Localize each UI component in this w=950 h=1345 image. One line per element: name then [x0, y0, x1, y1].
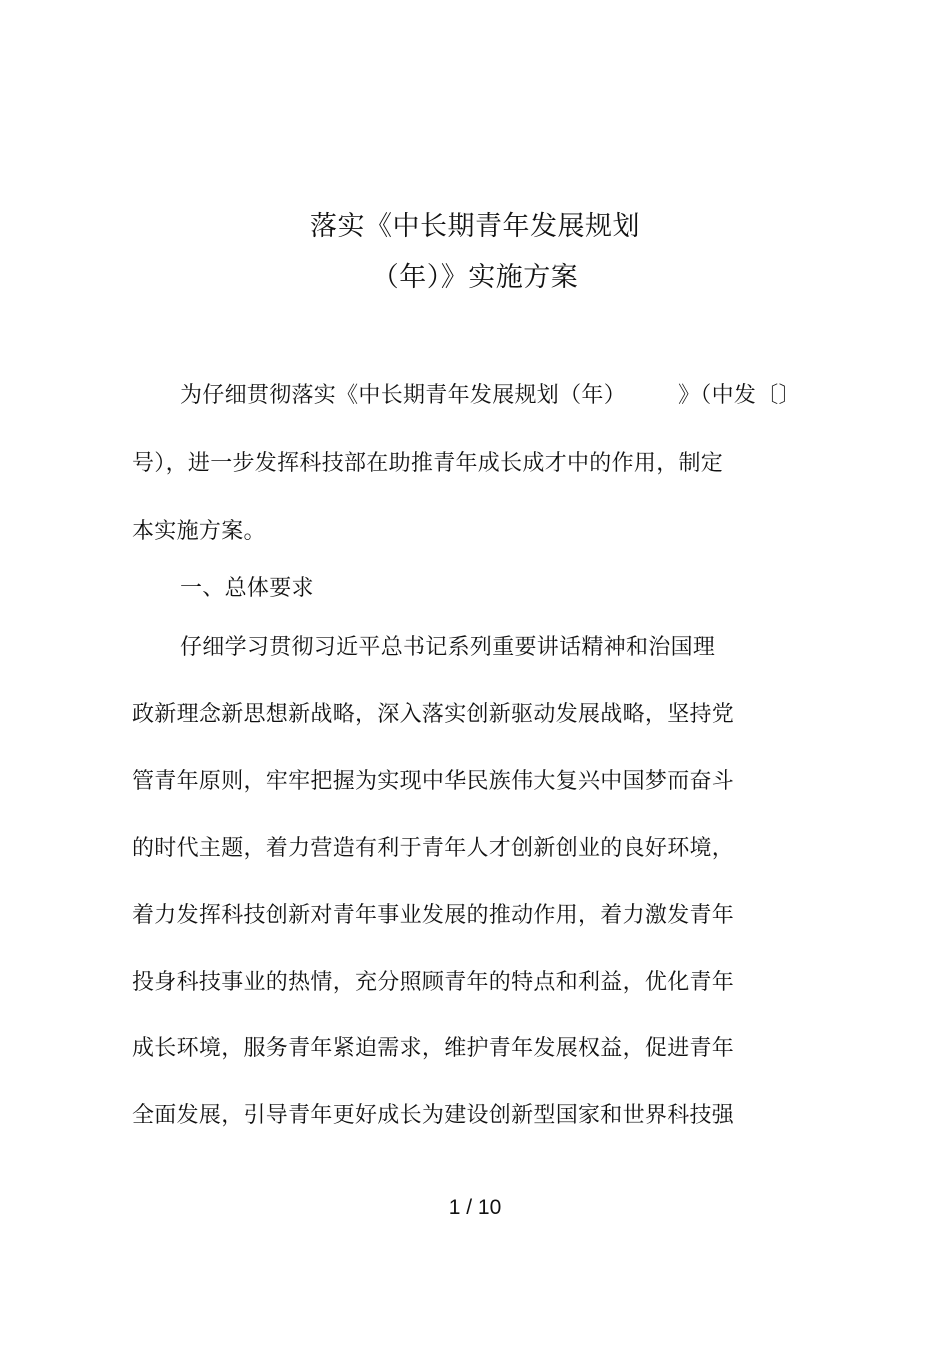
- paragraph-1-line-1-start: 为仔细贯彻落实《中长期青年发展规划（年）: [180, 383, 627, 408]
- paragraph-1-line-3: 本实施方案。: [132, 519, 266, 544]
- paragraph-2-line: 管青年原则，牢牢把握为实现中华民族伟大复兴中国梦而奋斗: [132, 769, 735, 794]
- paragraph-1-line-1-end: 》（中发〔〕: [678, 383, 801, 408]
- section-heading-1: 一、总体要求: [180, 576, 314, 601]
- paragraph-2-line: 全面发展，引导青年更好成长为建设创新型国家和世界科技强: [132, 1103, 735, 1128]
- paragraph-2-line: 仔细学习贯彻习近平总书记系列重要讲话精神和治国理: [180, 635, 716, 660]
- document-title-line-1: 落实《中长期青年发展规划: [310, 211, 640, 242]
- paragraph-2-line: 着力发挥科技创新对青年事业发展的推动作用，着力激发青年: [132, 903, 735, 928]
- paragraph-2-line: 成长环境，服务青年紧迫需求，维护青年发展权益，促进青年: [132, 1036, 735, 1061]
- document-title-line-2: （年）》实施方案: [371, 262, 579, 293]
- paragraph-2-line: 政新理念新思想新战略，深入落实创新驱动发展战略，坚持党: [132, 702, 735, 727]
- paragraph-1-line-2: 号），进一步发挥科技部在助推青年成长成才中的作用，制定: [132, 451, 724, 476]
- paragraph-2-line: 的时代主题，着力营造有利于青年人才创新创业的良好环境，: [132, 836, 735, 861]
- paragraph-2-line: 投身科技事业的热情，充分照顾青年的特点和利益，优化青年: [132, 970, 735, 995]
- page-number: 1 / 10: [448, 1196, 502, 1219]
